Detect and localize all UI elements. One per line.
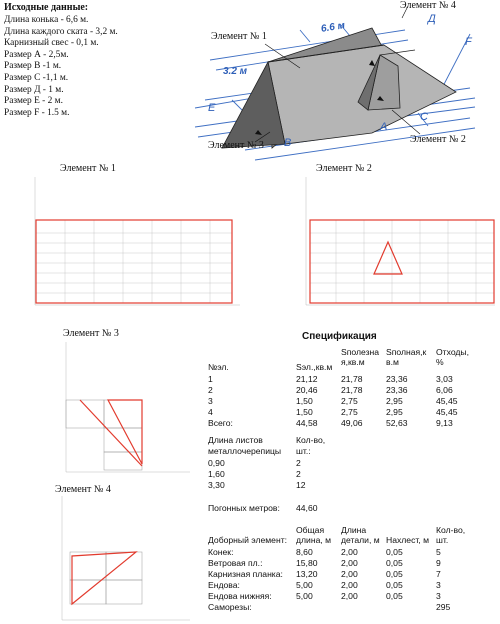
panel-4-outline bbox=[72, 552, 136, 604]
dim-a-label: A bbox=[380, 121, 388, 133]
spec-row-2-no: 2 bbox=[208, 385, 213, 395]
panel-3-title: Элемент № 3 bbox=[63, 328, 119, 339]
extra-row-3-overlap: 0,05 bbox=[386, 569, 403, 579]
spec-row-1-waste: 3,03 bbox=[436, 374, 453, 384]
spec-row-4-no: 4 bbox=[208, 407, 213, 417]
extra-row-5-total: 5,00 bbox=[296, 591, 313, 601]
callout-element-1: Элемент № 1 bbox=[211, 31, 267, 42]
sheet-row-1-length: 0,90 bbox=[208, 458, 225, 468]
extra-row-2-piece: 2,00 bbox=[341, 558, 358, 568]
extra-header-total-length: Общая длина, м bbox=[296, 525, 332, 545]
extra-row-5-piece: 2,00 bbox=[341, 591, 358, 601]
specification bbox=[200, 327, 498, 624]
spec-row-4-s-el: 1,50 bbox=[296, 407, 313, 417]
extra-row-4-count: 3 bbox=[436, 580, 441, 590]
extra-row-1-count: 5 bbox=[436, 547, 441, 557]
sheet-row-2-count: 2 bbox=[296, 469, 301, 479]
spec-row-2-s-full: 23,36 bbox=[386, 385, 408, 395]
dim-b-label: B bbox=[284, 137, 292, 149]
linear-meters-value: 44,60 bbox=[296, 503, 318, 513]
extra-row-1-total: 8,60 bbox=[296, 547, 313, 557]
extra-row-3-total: 13,20 bbox=[296, 569, 318, 579]
sheet-row-2-length: 1,60 bbox=[208, 469, 225, 479]
extra-row-3-name: Карнизная планка: bbox=[208, 569, 283, 579]
spec-row-4-s-full: 2,95 bbox=[386, 407, 403, 417]
callout-element-2: Элемент № 2 bbox=[410, 134, 466, 145]
roof-diagram bbox=[0, 0, 500, 180]
input-line-b: Размер В -1 м. bbox=[4, 61, 62, 72]
dim-f-label: F bbox=[465, 36, 472, 48]
spec-row-3-s-useful: 2,75 bbox=[341, 396, 358, 406]
extra-header-overlap: Нахлест, м bbox=[386, 535, 430, 545]
panel-3-outline bbox=[108, 400, 142, 464]
extra-row-4-name: Ендова: bbox=[208, 580, 240, 590]
panel-2-dormer-cutout bbox=[374, 242, 402, 274]
spec-title: Спецификация bbox=[302, 331, 377, 342]
spec-total-waste: 9,13 bbox=[436, 418, 453, 428]
panel-1-axes bbox=[35, 177, 240, 305]
panel-1-sheet-lines bbox=[36, 220, 232, 303]
extra-header-count: Кол-во, шт. bbox=[436, 525, 466, 545]
slope-length-label: 3.2 м bbox=[223, 66, 248, 77]
spec-row-4-waste: 45,45 bbox=[436, 407, 458, 417]
panel-2-title: Элемент № 2 bbox=[316, 163, 372, 174]
spec-row-1-no: 1 bbox=[208, 374, 213, 384]
extra-row-4-piece: 2,00 bbox=[341, 580, 358, 590]
ridge-length-label: 6.6 м bbox=[320, 20, 346, 35]
input-line-f: Размер F - 1.5 м. bbox=[4, 107, 70, 118]
extra-row-3-count: 7 bbox=[436, 569, 441, 579]
extra-row-3-piece: 2,00 bbox=[341, 569, 358, 579]
panel-3-sheets bbox=[66, 400, 142, 470]
panel-3-drawing bbox=[0, 340, 200, 480]
spec-total-label: Всего: bbox=[208, 418, 233, 428]
panel-4-axes bbox=[62, 496, 190, 620]
extra-row-5-name: Ендова нижняя: bbox=[208, 591, 272, 601]
panel-3-axes bbox=[66, 342, 190, 472]
panel-2-outline bbox=[310, 220, 494, 303]
input-line-e: Размер Е - 2 м. bbox=[4, 96, 63, 107]
panel-4-title: Элемент № 4 bbox=[55, 484, 111, 495]
spec-row-3-s-full: 2,95 bbox=[386, 396, 403, 406]
extra-row-1-name: Конек: bbox=[208, 547, 234, 557]
panel-1-title: Элемент № 1 bbox=[60, 163, 116, 174]
sheet-row-3-count: 12 bbox=[296, 480, 306, 490]
dim-e-label: E bbox=[208, 102, 216, 114]
extra-row-1-piece: 2,00 bbox=[341, 547, 358, 557]
extra-row-2-overlap: 0,05 bbox=[386, 558, 403, 568]
spec-header-no: №эл. bbox=[208, 362, 229, 372]
spec-row-3-waste: 45,45 bbox=[436, 396, 458, 406]
spec-header-s-useful: Sполезна я,кв.м bbox=[341, 347, 380, 367]
panel-4-drawing bbox=[0, 494, 200, 624]
sheets-header-length: Длина листов металлочерепицы bbox=[208, 435, 282, 456]
sheet-row-1-count: 2 bbox=[296, 458, 301, 468]
spec-total-s-el: 44,58 bbox=[296, 418, 318, 428]
extra-header-piece-length: Длина детали, м bbox=[341, 525, 380, 545]
extra-row-5-overlap: 0,05 bbox=[386, 591, 403, 601]
input-line-slope: Длина каждого ската - 3,2 м. bbox=[4, 26, 118, 37]
extra-row-2-count: 9 bbox=[436, 558, 441, 568]
spec-row-1-s-full: 23,36 bbox=[386, 374, 408, 384]
panel-2-axes bbox=[306, 177, 495, 305]
spec-total-s-useful: 49,06 bbox=[341, 418, 363, 428]
input-line-overhang: Карнизный свес - 0,1 м. bbox=[4, 38, 99, 49]
spec-row-1-s-useful: 21,78 bbox=[341, 374, 363, 384]
extra-row-1-overlap: 0,05 bbox=[386, 547, 403, 557]
input-line-ridge: Длина конька - 6,6 м. bbox=[4, 15, 89, 25]
extra-header-name: Доборный элемент: bbox=[208, 535, 288, 545]
extra-row-2-name: Ветровая пл.: bbox=[208, 558, 263, 568]
input-line-a: Размер А - 2,5м. bbox=[4, 49, 69, 60]
extra-row-5-count: 3 bbox=[436, 591, 441, 601]
spec-header-s-full: Sполная,к в.м bbox=[386, 347, 427, 367]
screws-label: Саморезы: bbox=[208, 602, 252, 612]
panel-1-outline bbox=[36, 220, 232, 303]
input-data-title: Исходные данные: bbox=[4, 2, 89, 13]
spec-total-s-full: 52,63 bbox=[386, 418, 408, 428]
spec-row-2-waste: 6,06 bbox=[436, 385, 453, 395]
extra-row-4-total: 5,00 bbox=[296, 580, 313, 590]
screws-value: 295 bbox=[436, 602, 451, 612]
panel-2-sheet-lines bbox=[310, 220, 494, 303]
spec-header-waste: Отходы, % bbox=[436, 347, 469, 367]
spec-row-2-s-el: 20,46 bbox=[296, 385, 318, 395]
extra-row-4-overlap: 0,05 bbox=[386, 580, 403, 590]
dim-c-label: C bbox=[420, 111, 428, 123]
sheets-header-count: Кол-во, шт.: bbox=[296, 435, 326, 456]
sheet-row-3-length: 3,30 bbox=[208, 480, 225, 490]
panel-2-drawing bbox=[250, 175, 500, 315]
spec-header-s-el: Sэл.,кв.м bbox=[296, 362, 333, 372]
spec-row-2-s-useful: 21,78 bbox=[341, 385, 363, 395]
callout-element-4: Элемент № 4 bbox=[400, 0, 456, 11]
spec-row-4-s-useful: 2,75 bbox=[341, 407, 358, 417]
input-line-c: Размер С -1,1 м. bbox=[4, 72, 69, 83]
input-line-d: Размер Д - 1 м. bbox=[4, 84, 64, 95]
spec-row-3-no: 3 bbox=[208, 396, 213, 406]
extra-row-2-total: 15,80 bbox=[296, 558, 318, 568]
dim-d-label: Д bbox=[428, 13, 436, 25]
callout-element-3: Элемент № 3 bbox=[208, 140, 264, 151]
spec-row-3-s-el: 1,50 bbox=[296, 396, 313, 406]
linear-meters-label: Погонных метров: bbox=[208, 503, 280, 513]
panel-1-drawing bbox=[0, 175, 250, 315]
spec-row-1-s-el: 21,12 bbox=[296, 374, 318, 384]
